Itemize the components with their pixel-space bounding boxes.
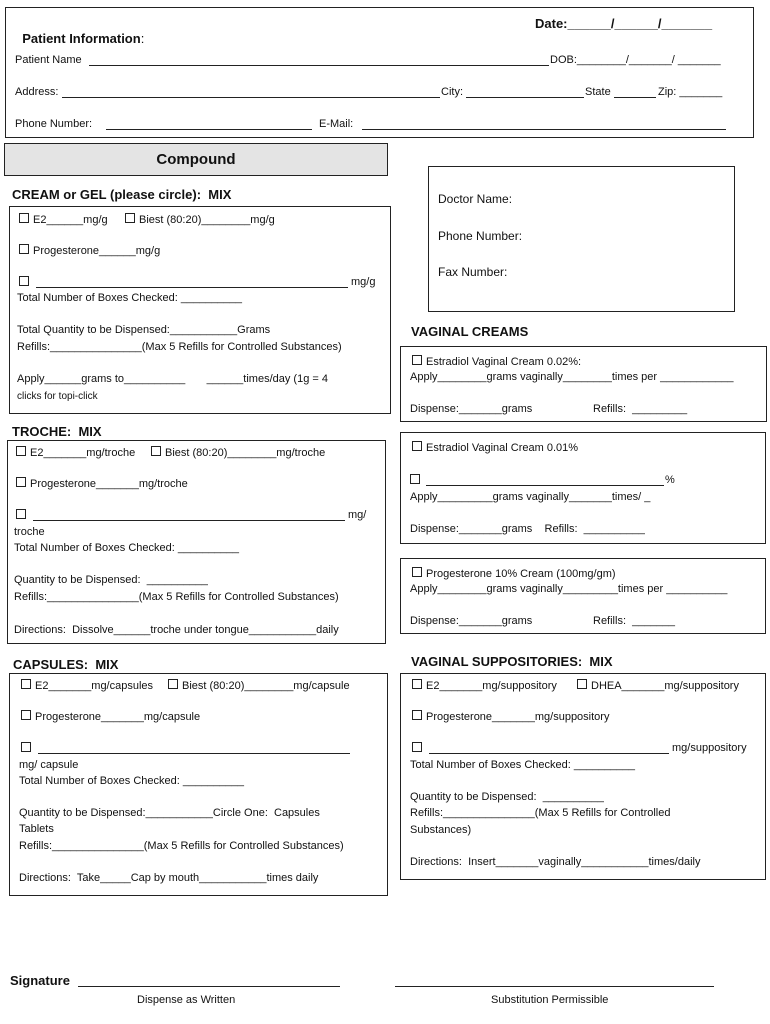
checkbox-icon[interactable] bbox=[16, 509, 26, 519]
substitution-permissible-caption: Substitution Permissible bbox=[491, 994, 609, 1006]
troche-custom-option[interactable] bbox=[16, 509, 30, 523]
estradiol-002-apply[interactable]: Apply________grams vaginally________times per ____________ bbox=[410, 371, 734, 383]
cream-e2-option[interactable]: E2______mg/g bbox=[19, 213, 108, 227]
cream-apply[interactable]: Apply______grams to__________ ______times/day (1g = 4 bbox=[17, 373, 328, 385]
compound-title: Compound bbox=[156, 151, 236, 168]
dob-field[interactable]: DOB:________/_______/ _______ bbox=[550, 54, 721, 66]
checkbox-icon[interactable] bbox=[21, 710, 31, 720]
supp-custom-option[interactable] bbox=[412, 742, 426, 756]
capsules-biest-option[interactable]: Biest (80:20)________mg/capsule bbox=[168, 679, 350, 693]
progesterone-cream-option[interactable]: Progesterone 10% Cream (100mg/gm) bbox=[412, 567, 616, 581]
address-field[interactable] bbox=[62, 97, 440, 98]
supp-dhea-option[interactable]: DHEA_______mg/suppository bbox=[577, 679, 739, 693]
checkbox-icon[interactable] bbox=[412, 679, 422, 689]
address-label: Address: bbox=[15, 86, 59, 98]
troche-custom-unit: mg/ bbox=[348, 509, 367, 521]
doctor-phone-field[interactable]: Phone Number: bbox=[438, 229, 523, 243]
checkbox-icon[interactable] bbox=[19, 244, 29, 254]
supp-directions[interactable]: Directions: Insert_______vaginally___________times/daily bbox=[410, 856, 701, 868]
vaginal-creams-header: VAGINAL CREAMS bbox=[411, 324, 529, 339]
capsules-custom-field[interactable] bbox=[38, 753, 350, 754]
patient-info-title: Patient Information: bbox=[22, 31, 145, 46]
doctor-fax-field[interactable]: Fax Number: bbox=[438, 265, 508, 279]
suppositories-box bbox=[400, 673, 766, 880]
cream-custom-field[interactable] bbox=[36, 287, 348, 288]
supp-quantity[interactable]: Quantity to be Dispensed: __________ bbox=[410, 791, 604, 803]
compound-title-bar bbox=[4, 143, 388, 176]
supp-boxes-checked[interactable]: Total Number of Boxes Checked: __________ bbox=[410, 759, 636, 771]
checkbox-icon[interactable] bbox=[21, 742, 31, 752]
cream-custom-option[interactable] bbox=[19, 276, 33, 290]
capsules-quantity-tablets[interactable]: Tablets bbox=[19, 823, 54, 835]
estradiol-002-option[interactable]: Estradiol Vaginal Cream 0.02%: bbox=[412, 355, 581, 369]
checkbox-icon[interactable] bbox=[16, 477, 26, 487]
signature-line-substitution[interactable] bbox=[395, 986, 714, 987]
capsules-refills[interactable]: Refills:_______________(Max 5 Refills for Controlled Substances) bbox=[19, 840, 344, 852]
troche-custom-field[interactable] bbox=[33, 520, 345, 521]
email-label: E-Mail: bbox=[319, 118, 354, 130]
capsules-e2-option[interactable]: E2_______mg/capsules bbox=[21, 679, 153, 693]
troche-quantity[interactable]: Quantity to be Dispensed: __________ bbox=[14, 574, 208, 586]
troche-refills[interactable]: Refills:_______________(Max 5 Refills for Controlled Substances) bbox=[14, 591, 339, 603]
cream-biest-option[interactable]: Biest (80:20)________mg/g bbox=[125, 213, 275, 227]
patient-name-field[interactable] bbox=[89, 65, 549, 66]
cream-custom-unit: mg/g bbox=[351, 276, 376, 288]
checkbox-icon[interactable] bbox=[577, 679, 587, 689]
state-label: State bbox=[585, 86, 611, 98]
city-field[interactable] bbox=[466, 97, 584, 98]
progesterone-cream-dispense[interactable]: Dispense:_______grams bbox=[410, 615, 533, 627]
estradiol-001-dispense[interactable]: Dispense:_______grams Refills: __________ bbox=[410, 523, 645, 535]
estradiol-001-apply[interactable]: Apply_________grams vaginally_______times/ _ bbox=[410, 491, 651, 503]
city-label: City: bbox=[441, 86, 463, 98]
cream-progesterone-option[interactable]: Progesterone______mg/g bbox=[19, 244, 160, 258]
doctor-name-field[interactable]: Doctor Name: bbox=[438, 192, 513, 206]
estradiol-002-dispense[interactable]: Dispense:_______grams bbox=[410, 403, 533, 415]
email-field[interactable] bbox=[362, 129, 726, 130]
checkbox-icon[interactable] bbox=[21, 679, 31, 689]
cream-gel-header: CREAM or GEL (please circle): MIX bbox=[12, 187, 232, 202]
checkbox-icon[interactable] bbox=[19, 213, 29, 223]
cream-refills[interactable]: Refills:_______________(Max 5 Refills for Controlled Substances) bbox=[17, 341, 342, 353]
checkbox-icon[interactable] bbox=[125, 213, 135, 223]
capsules-custom-unit: mg/ capsule bbox=[19, 759, 79, 771]
troche-e2-option[interactable]: E2_______mg/troche bbox=[16, 446, 135, 460]
phone-label: Phone Number: bbox=[15, 118, 93, 130]
zip-field[interactable]: Zip: _______ bbox=[658, 86, 723, 98]
troche-header: TROCHE: MIX bbox=[12, 424, 102, 439]
checkbox-icon[interactable] bbox=[412, 710, 422, 720]
troche-directions[interactable]: Directions: Dissolve______troche under tongue___________daily bbox=[14, 624, 339, 636]
checkbox-icon[interactable] bbox=[412, 567, 422, 577]
estradiol-001-percent: % bbox=[665, 474, 675, 486]
supp-progesterone-option[interactable]: Progesterone_______mg/suppository bbox=[412, 710, 609, 724]
checkbox-icon[interactable] bbox=[412, 355, 422, 365]
capsules-custom-option[interactable] bbox=[21, 742, 35, 756]
troche-custom-unit-cont: troche bbox=[14, 526, 45, 538]
state-field[interactable] bbox=[614, 97, 656, 98]
checkbox-icon[interactable] bbox=[168, 679, 178, 689]
checkbox-icon[interactable] bbox=[412, 742, 422, 752]
cream-apply-note: clicks for topi-click bbox=[17, 391, 98, 402]
capsules-quantity[interactable]: Quantity to be Dispensed:___________Circle One: Capsules bbox=[19, 807, 320, 819]
checkbox-icon[interactable] bbox=[16, 446, 26, 456]
estradiol-001-custom-option[interactable] bbox=[410, 474, 424, 488]
cream-boxes-checked[interactable]: Total Number of Boxes Checked: __________ bbox=[17, 292, 243, 304]
checkbox-icon[interactable] bbox=[19, 276, 29, 286]
troche-progesterone-option[interactable]: Progesterone_______mg/troche bbox=[16, 477, 188, 491]
patient-name-label: Patient Name bbox=[15, 54, 82, 66]
supp-refills-cont: Substances) bbox=[410, 824, 472, 836]
dispense-as-written-caption: Dispense as Written bbox=[137, 994, 236, 1006]
phone-field[interactable] bbox=[106, 129, 312, 130]
suppositories-header: VAGINAL SUPPOSITORIES: MIX bbox=[411, 654, 613, 669]
signature-label: Signature bbox=[10, 973, 70, 988]
troche-biest-option[interactable]: Biest (80:20)________mg/troche bbox=[151, 446, 325, 460]
date-field[interactable]: Date:______/______/_______ bbox=[535, 16, 713, 31]
capsules-progesterone-option[interactable]: Progesterone_______mg/capsule bbox=[21, 710, 200, 724]
progesterone-cream-refills[interactable]: Refills: _______ bbox=[593, 615, 675, 627]
estradiol-002-refills[interactable]: Refills: _________ bbox=[593, 403, 688, 415]
signature-line-dispense[interactable] bbox=[78, 986, 340, 987]
capsules-boxes-checked[interactable]: Total Number of Boxes Checked: __________ bbox=[19, 775, 245, 787]
checkbox-icon[interactable] bbox=[410, 474, 420, 484]
estradiol-001-option[interactable]: Estradiol Vaginal Cream 0.01% bbox=[412, 441, 578, 455]
supp-custom-unit: mg/suppository bbox=[672, 742, 747, 754]
troche-boxes-checked[interactable]: Total Number of Boxes Checked: __________ bbox=[14, 542, 240, 554]
supp-refills[interactable]: Refills:_______________(Max 5 Refills for Controlled bbox=[410, 807, 671, 819]
capsules-directions[interactable]: Directions: Take_____Cap by mouth___________times daily bbox=[19, 872, 319, 884]
supp-e2-option[interactable]: E2_______mg/suppository bbox=[412, 679, 557, 693]
estradiol-001-custom-field[interactable] bbox=[426, 485, 664, 486]
capsules-header: CAPSULES: MIX bbox=[13, 657, 119, 672]
checkbox-icon[interactable] bbox=[151, 446, 161, 456]
supp-custom-field[interactable] bbox=[429, 753, 669, 754]
progesterone-cream-apply[interactable]: Apply________grams vaginally_________times per __________ bbox=[410, 583, 728, 595]
checkbox-icon[interactable] bbox=[412, 441, 422, 451]
cream-quantity[interactable]: Total Quantity to be Dispensed:___________Grams bbox=[17, 324, 271, 336]
